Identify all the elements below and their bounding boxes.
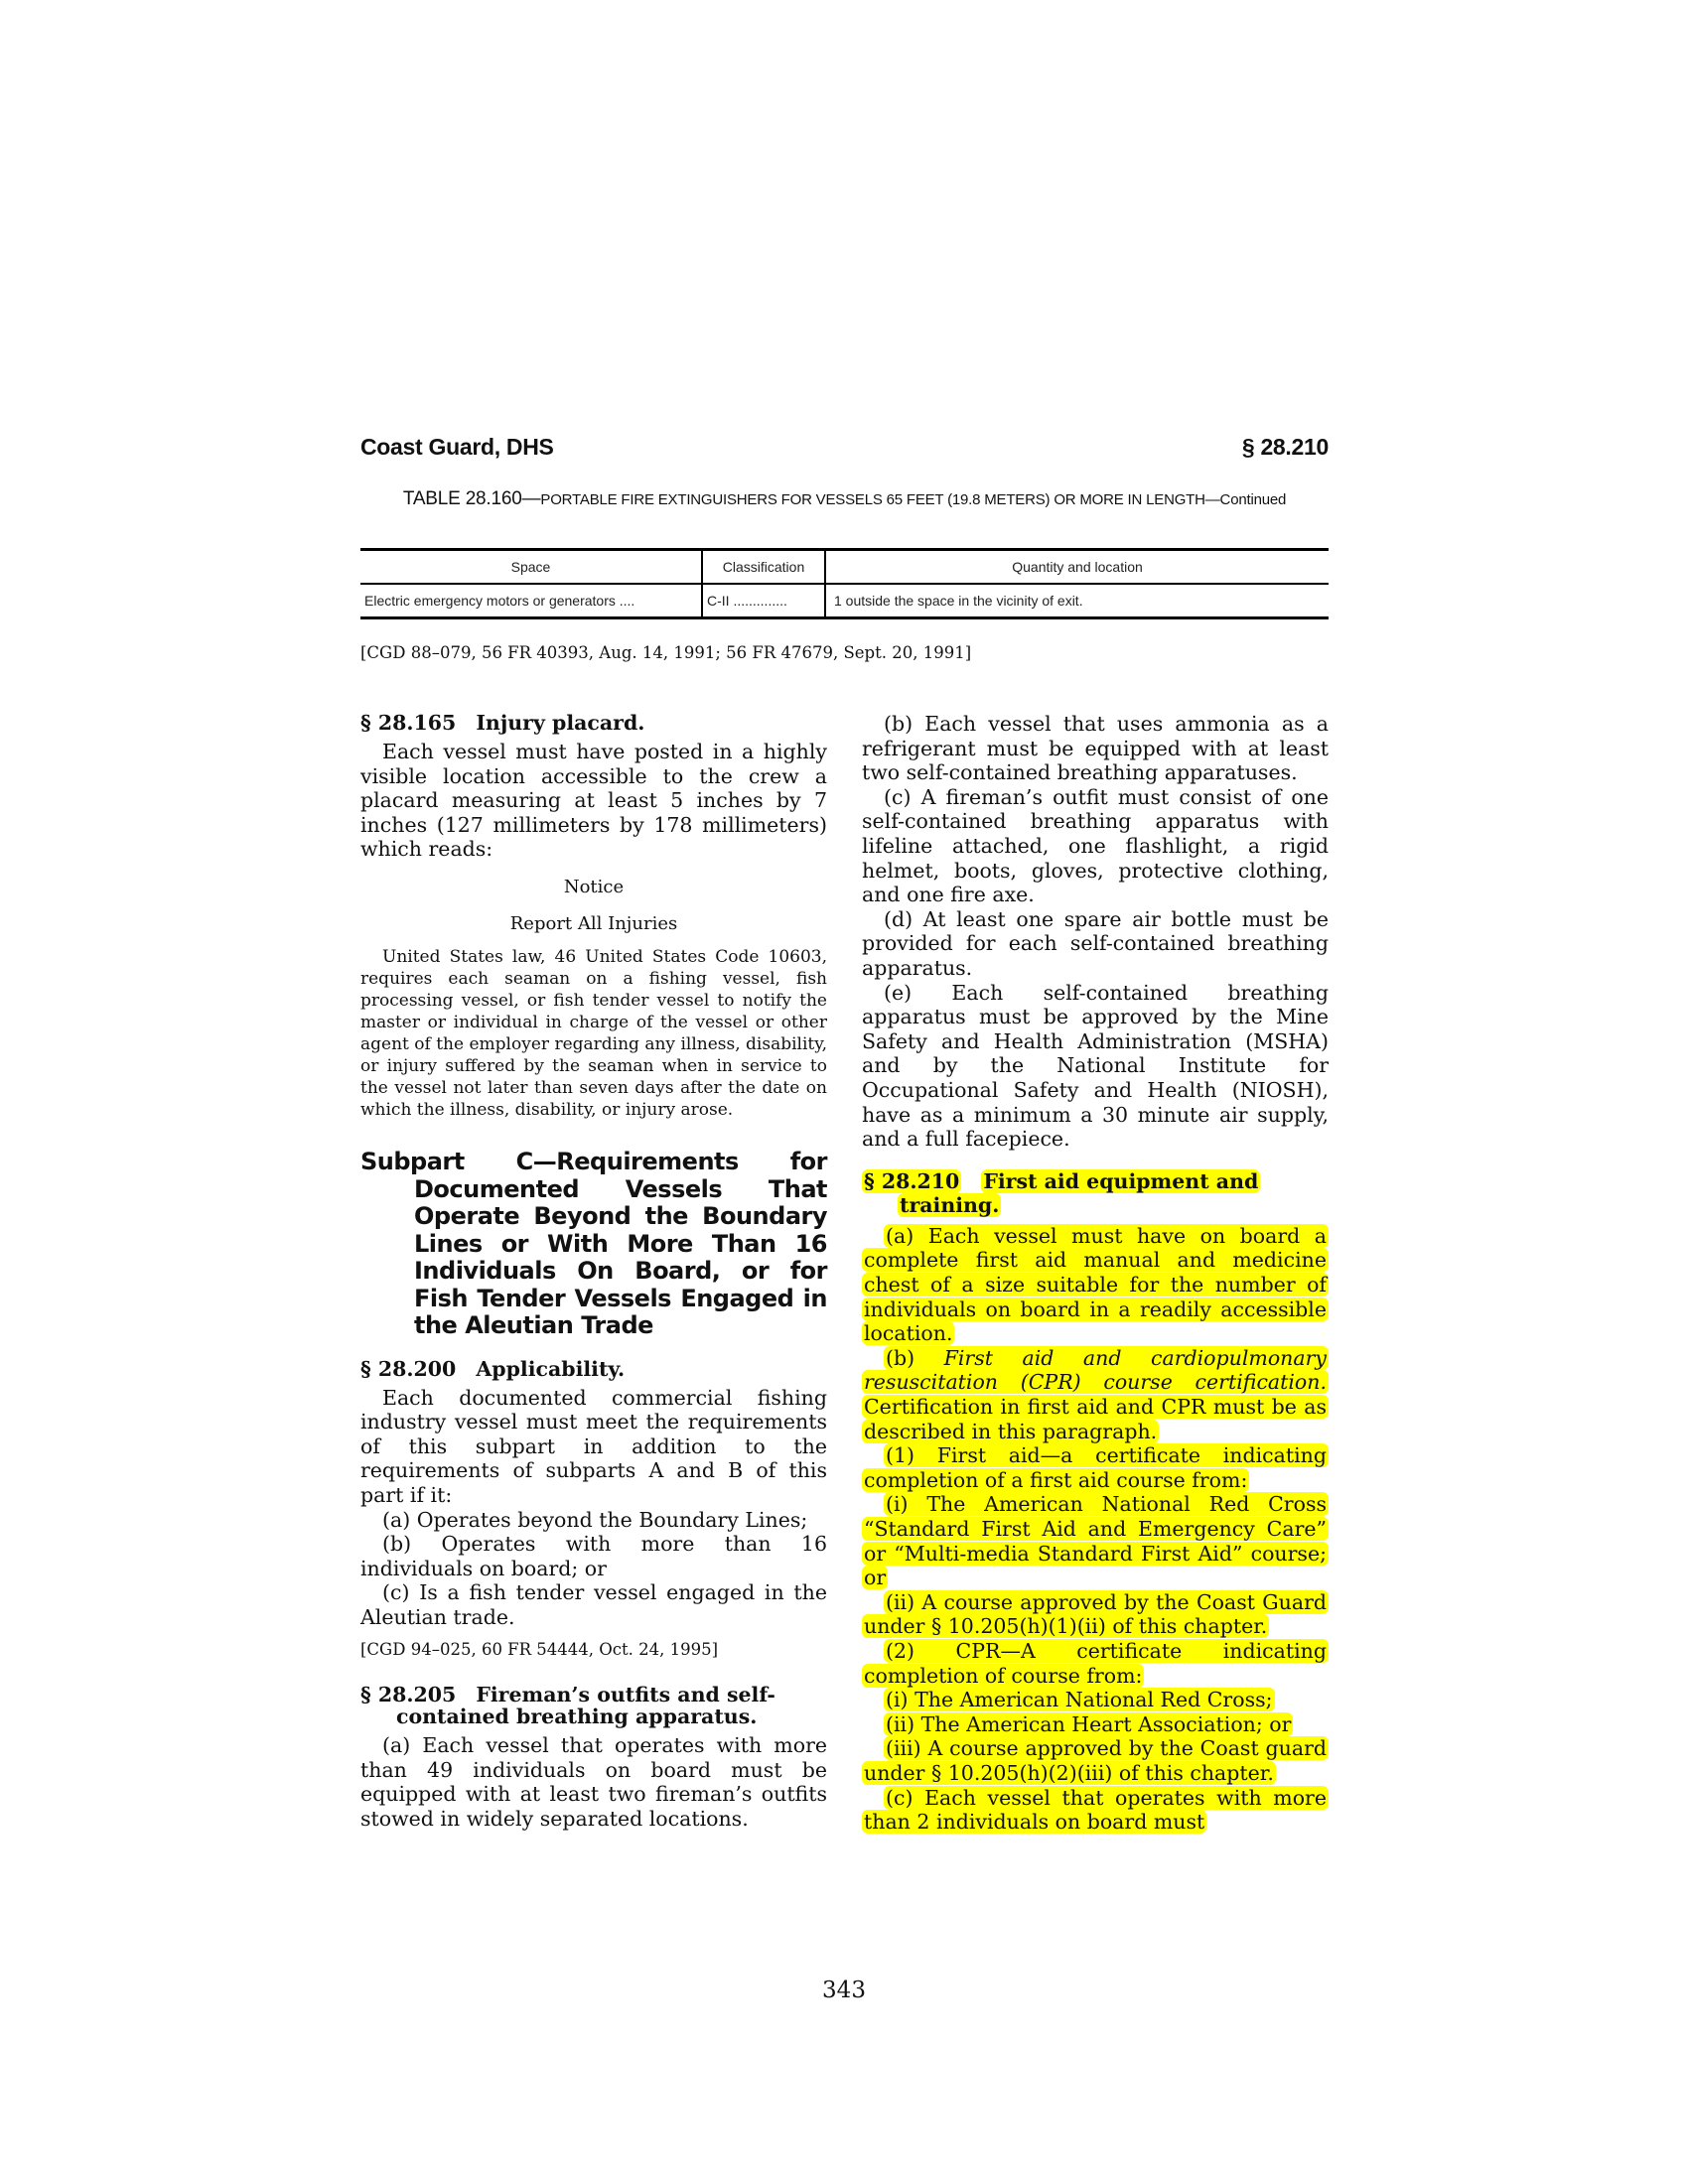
section-title: Applicability. <box>476 1356 626 1381</box>
cell-space: Electric emergency motors or generators .... <box>364 593 635 609</box>
highlighted-section-28-210 <box>862 1169 1329 1835</box>
column-header-classification: Classification <box>702 550 825 585</box>
section-28-210-a <box>862 1224 1329 1346</box>
highlighted-text: (a) Each vessel must have on board a complete first aid manual and medicine chest of a size suitable for the number of individuals on board in a readily accessible location. <box>864 1223 1327 1346</box>
table-row <box>360 584 1329 618</box>
table-header-row <box>360 550 1329 585</box>
section-28-205-e: (e) Each self-contained breathing apparatus must be approved by the Mine Safety and Health Administration (MSHA) and by the National Institute for Occupational Safety and Health (NIOSH), have as a minimum a 30 minute air supply, and a full facepiece. <box>862 980 1329 1152</box>
section-28-200-b: (b) Operates with more than 16 individuals on board; or <box>360 1532 827 1580</box>
paragraph-label: (b) <box>886 1345 915 1370</box>
paragraph-italic-title: First aid and cardiopulmonary resuscitation (CPR) course certification. <box>864 1345 1327 1395</box>
section-28-205-a: (a) Each vessel that operates with more than 49 individuals on board must be equipped with at least two fireman’s outfits stowed in widely separated locations. <box>360 1733 827 1831</box>
section-number: § 28.205 <box>360 1683 457 1707</box>
cell-quantity-location: 1 outside the space in the vicinity of exit. <box>825 584 1329 618</box>
section-28-165-body: Each vessel must have posted in a highly visible location accessible to the crew a placard measuring at least 5 inches by 7 inches (127 millimeters by 178 millimeters) which reads: <box>360 740 827 862</box>
highlighted-text: (c) Each vessel that operates with more than 2 individuals on board must <box>864 1785 1327 1835</box>
section-28-205-c: (c) A fireman’s outfit must consist of one self-contained breathing apparatus with lifeline attached, one flashlight, a rigid helmet, boots, gloves, protective clothing, and one fire axe. <box>862 784 1329 907</box>
section-28-210-c <box>862 1786 1329 1835</box>
section-28-200-c: (c) Is a fish tender vessel engaged in the Aleutian trade. <box>360 1580 827 1629</box>
highlighted-text: (2) CPR—A certificate indicating completion of course from: <box>864 1638 1327 1688</box>
section-28-210-b1-ii <box>862 1590 1329 1639</box>
section-28-205-d: (d) At least one spare air bottle must be provided for each self-contained breathing apparatus. <box>862 906 1329 980</box>
section-28-210-b2 <box>862 1639 1329 1688</box>
section-28-210-b2-iii <box>862 1736 1329 1785</box>
right-column <box>862 712 1329 1835</box>
section-28-200-a: (a) Operates beyond the Boundary Lines; <box>382 1507 808 1532</box>
section-28-210-b <box>862 1346 1329 1443</box>
table-title-main: PORTABLE FIRE EXTINGUISHERS FOR VESSELS 65 FEET (19.8 METERS) OR MORE IN LENGTH—Continued <box>540 491 1287 508</box>
notice-subtitle: Report All Injuries <box>509 912 678 934</box>
section-number: § 28.200 <box>360 1356 457 1381</box>
highlighted-text: (i) The American National Red Cross “Standard First Aid and Emergency Care” or “Multi-media Standard First Aid” course; or <box>864 1492 1327 1590</box>
running-header <box>360 434 1329 461</box>
highlighted-text <box>862 1346 1329 1443</box>
highlighted-text: (1) First aid—a certificate indicating completion of a first aid course from: <box>864 1443 1327 1492</box>
table-citation: [CGD 88–079, 56 FR 40393, Aug. 14, 1991; 56 FR 47679, Sept. 20, 1991] <box>360 643 972 662</box>
page-number: 343 <box>822 1978 866 2003</box>
section-28-210-b2-i <box>862 1688 1329 1712</box>
highlighted-text: (ii) The American Heart Association; or <box>886 1711 1292 1736</box>
section-28-200-citation: [CGD 94–025, 60 FR 54444, Oct. 24, 1995] <box>360 1639 719 1659</box>
agency-name: Coast Guard, DHS <box>360 434 554 460</box>
column-header-space: Space <box>510 559 551 575</box>
section-number: § 28.210 <box>864 1168 960 1193</box>
section-number: § 28.165 <box>360 711 457 735</box>
notice-title: Notice <box>563 876 625 897</box>
highlighted-text: (i) The American National Red Cross; <box>886 1688 1273 1712</box>
section-title: Injury placard. <box>476 711 645 735</box>
cell-classification: C-II .............. <box>702 584 825 618</box>
section-28-165-heading <box>360 712 827 734</box>
notice-body: United States law, 46 United States Code 10603, requires each seaman on a fishing vessel, fish processing vessel, or fish tender vessel to notify the master or individual in charge of the vessel or other agent of the employer regarding any illness, disability, or injury suffered by the seaman when in service to the vessel not later than seven days after the date on which the illness, disability, or injury arose. <box>360 947 827 1121</box>
section-title: First aid equipment and training. <box>900 1168 1259 1218</box>
section-28-210-heading <box>862 1169 1329 1218</box>
section-28-205-heading <box>360 1684 827 1727</box>
table-title <box>360 486 1329 512</box>
left-column <box>360 712 827 1832</box>
section-28-210-b2-ii <box>862 1712 1329 1737</box>
highlighted-text: (ii) A course approved by the Coast Guard under § 10.205(h)(1)(ii) of this chapter. <box>864 1589 1327 1639</box>
subpart-c-heading: Subpart C—Requirements for Documented Vessels That Operate Beyond the Boundary Lines or With More Than 16 Individuals On Board, or for Fish Tender Vessels Engaged in the Aleutian Trade <box>360 1148 827 1340</box>
section-reference: § 28.210 <box>1241 434 1329 460</box>
fire-extinguisher-table <box>360 548 1329 619</box>
table-title-prefix: TABLE 28.160— <box>402 488 541 509</box>
section-title: Fireman’s outfits and self-contained breathing apparatus. <box>396 1683 775 1729</box>
section-28-210-b1 <box>862 1443 1329 1492</box>
section-28-210-b1-i <box>862 1492 1329 1589</box>
highlighted-text: (iii) A course approved by the Coast guard under § 10.205(h)(2)(iii) of this chapter. <box>864 1736 1327 1785</box>
section-28-200-body: Each documented commercial fishing industry vessel must meet the requirements of this subpart in addition to the requirements of subparts A and B of this part if it: <box>360 1385 827 1508</box>
paragraph-text: Certification in first aid and CPR must be as described in this paragraph. <box>864 1395 1327 1443</box>
column-header-quantity-location: Quantity and location <box>825 550 1329 585</box>
section-28-200-heading <box>360 1358 827 1380</box>
section-28-205-b: (b) Each vessel that uses ammonia as a refrigerant must be equipped with at least two self-contained breathing apparatuses. <box>862 712 1329 785</box>
